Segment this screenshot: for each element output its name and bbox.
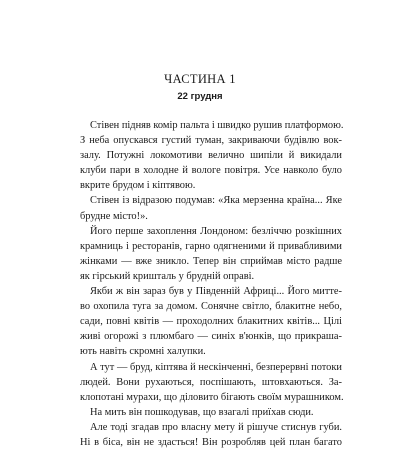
chapter-date: 22 грудня: [177, 91, 223, 102]
text-line: клуби пари в холодне й вологе повітря. Усе навколо було: [80, 165, 342, 177]
text-line: людей. Вони рухаються, поспішають, штовхаються. За-: [80, 376, 342, 388]
text-line: На мить він пошкодував, що взагалі приїхав сюди.: [90, 406, 314, 418]
text-line: жінками — вже зникло. Тепер він сприймав місто радше: [80, 255, 342, 267]
text-line: ють навіть скромні халупки.: [80, 346, 206, 358]
text-line: Ні в біса, він не здасться! Він розробляв цей план багато: [80, 436, 342, 448]
text-line: залу. Потужні локомотиви велично шипіли й викидали: [80, 150, 342, 162]
text-line: сади, повні квітів — проходолних блакитних квітів... Цілі: [80, 316, 342, 328]
text-line: А тут — бруд, кіптява й нескінченні, безперервні потоки: [90, 361, 342, 373]
text-line: Якби ж він зараз був у Південній Африці... Його митте-: [90, 286, 342, 298]
chapter-title: ЧАСТИНА 1: [164, 72, 236, 86]
text-line: во охопила туга за домом. Сонячне світло, блакитне небо,: [80, 301, 342, 313]
text-line: Стівен підняв комір пальта і швидко рушив платформою.: [90, 120, 344, 131]
text-line: крамниць і ресторанів, гарно одягненими й привабливими: [80, 240, 342, 252]
text-line: як гірський кришталь у брудній оправі.: [80, 270, 255, 282]
text-line: Його перше захоплення Лондоном: безліччю розкішних: [90, 225, 342, 237]
body-text: [80, 118, 342, 450]
text-line: живі огорожі з плюмбаго — синіх в'юнків, що прикраша-: [80, 331, 342, 343]
text-line: Стівен із відразою подумав: «Яка мерзенна країна... Яке: [90, 195, 342, 207]
text-line: З неба опускався густий туман, закриваючи будівлю вок-: [80, 135, 342, 147]
text-line: брудне місто!».: [80, 210, 148, 222]
text-line: клопотані мурахи, що діловито бігають своїм мурашником.: [80, 391, 344, 403]
text-line: вкрите брудом і кіптявою.: [80, 180, 196, 192]
text-line: Але тоді згадав про власну мету й рішуче стиснув губи.: [90, 421, 342, 433]
